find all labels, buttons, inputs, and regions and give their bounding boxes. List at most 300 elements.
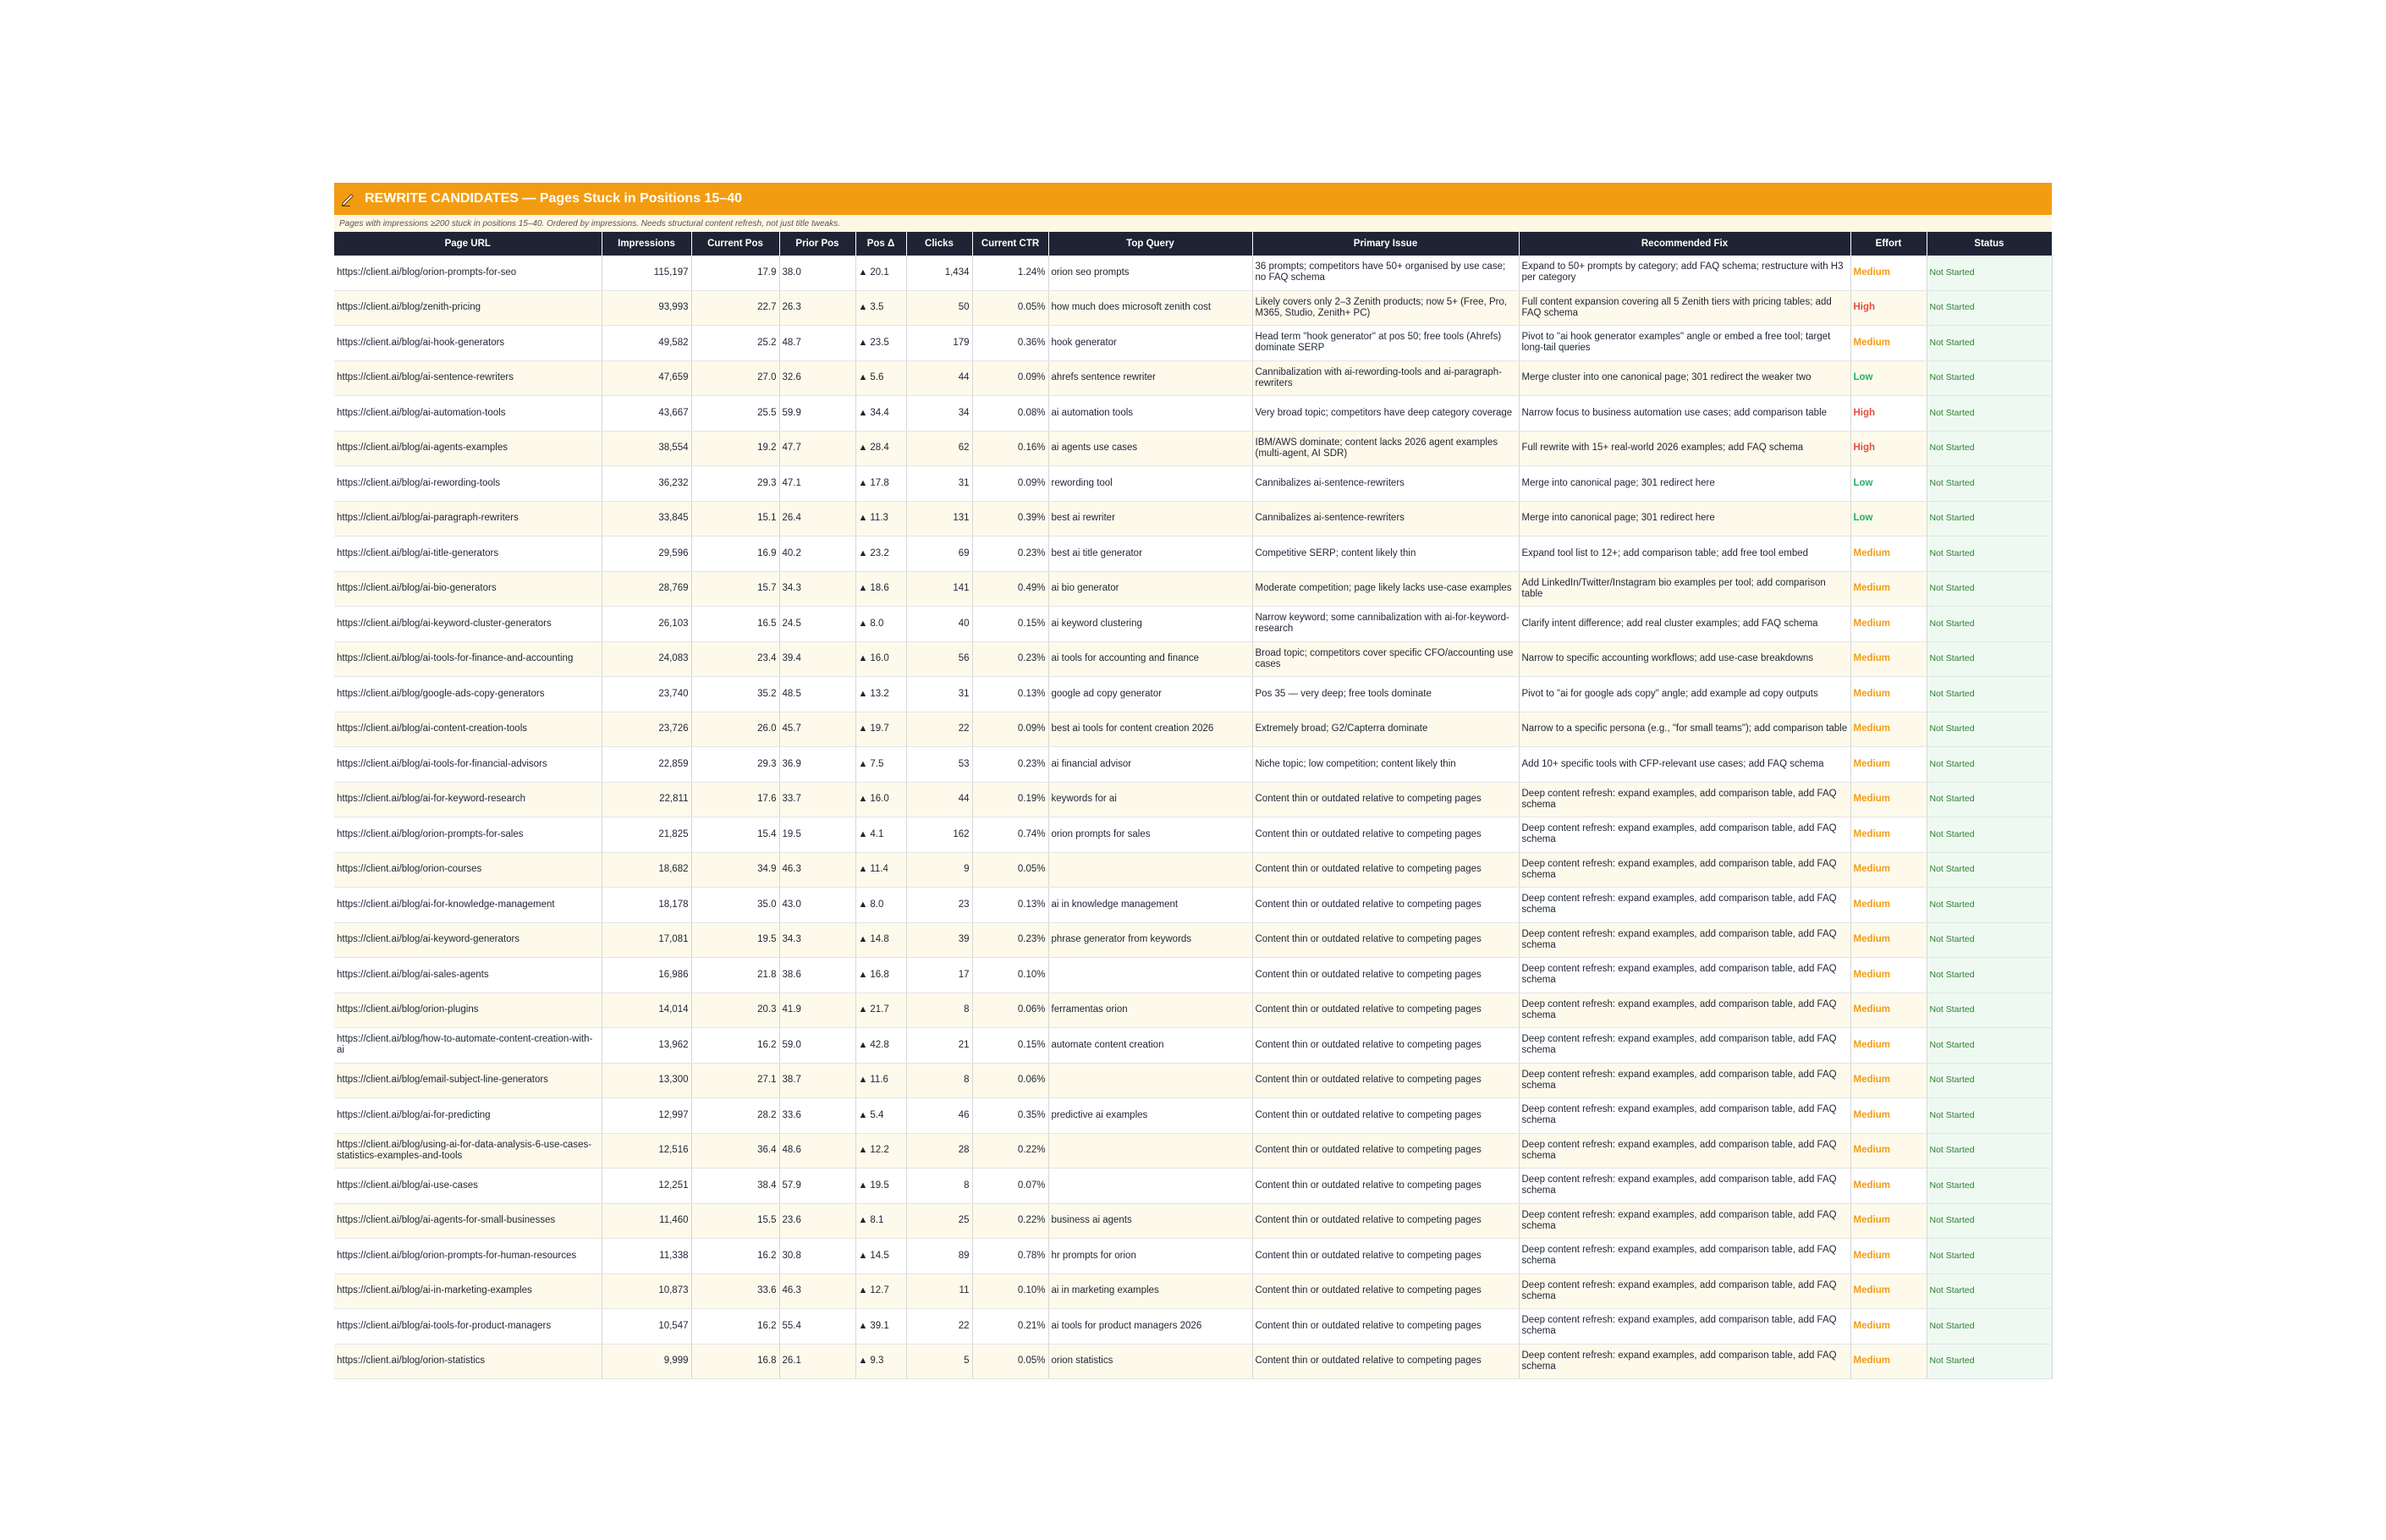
col-header-pos-delta[interactable]: Pos Δ: [855, 232, 906, 256]
cell-effort[interactable]: Medium: [1850, 782, 1927, 817]
cell-effort[interactable]: Medium: [1850, 888, 1927, 923]
cell-clicks[interactable]: 62: [906, 431, 972, 466]
cell-status[interactable]: Not Started: [1927, 993, 2052, 1028]
cell-clicks[interactable]: 22: [906, 712, 972, 747]
cell-current-ctr[interactable]: 0.05%: [972, 1344, 1048, 1379]
cell-primary-issue[interactable]: Cannibalizes ai-sentence-rewriters: [1252, 501, 1519, 536]
cell-primary-issue[interactable]: Content thin or outdated relative to competing pages: [1252, 1063, 1519, 1098]
table-row[interactable]: [334, 571, 2052, 607]
cell-status[interactable]: Not Started: [1927, 607, 2052, 642]
cell-pos-delta[interactable]: [855, 360, 906, 396]
cell-current-ctr[interactable]: 0.22%: [972, 1203, 1048, 1239]
cell-status[interactable]: Not Started: [1927, 1309, 2052, 1345]
cell-status[interactable]: Not Started: [1927, 1028, 2052, 1064]
cell-status[interactable]: Not Started: [1927, 1133, 2052, 1169]
cell-prior-pos[interactable]: 48.7: [779, 326, 855, 361]
cell-clicks[interactable]: 162: [906, 817, 972, 853]
cell-status[interactable]: Not Started: [1927, 1203, 2052, 1239]
cell-prior-pos[interactable]: 39.4: [779, 641, 855, 677]
cell-current-pos[interactable]: 23.4: [691, 641, 779, 677]
col-header-top-query[interactable]: Top Query: [1048, 232, 1252, 256]
cell-current-pos[interactable]: 19.2: [691, 431, 779, 466]
cell-effort[interactable]: Medium: [1850, 607, 1927, 642]
cell-primary-issue[interactable]: Content thin or outdated relative to competing pages: [1252, 782, 1519, 817]
cell-status[interactable]: Not Started: [1927, 1063, 2052, 1098]
cell-page-url[interactable]: https://client.ai/blog/ai-use-cases: [334, 1169, 602, 1204]
table-row[interactable]: [334, 501, 2052, 536]
cell-top-query[interactable]: ai tools for product managers 2026: [1048, 1309, 1252, 1345]
cell-primary-issue[interactable]: Broad topic; competitors cover specific CFO/accounting use cases: [1252, 641, 1519, 677]
cell-status[interactable]: Not Started: [1927, 852, 2052, 888]
cell-effort[interactable]: Medium: [1850, 747, 1927, 783]
cell-top-query[interactable]: automate content creation: [1048, 1028, 1252, 1064]
cell-recommended-fix[interactable]: Deep content refresh: expand examples, add comparison table, add FAQ schema: [1519, 1273, 1850, 1309]
cell-page-url[interactable]: https://client.ai/blog/orion-prompts-for-sales: [334, 817, 602, 853]
cell-current-pos[interactable]: 17.9: [691, 256, 779, 290]
cell-pos-delta[interactable]: [855, 501, 906, 536]
cell-primary-issue[interactable]: Content thin or outdated relative to competing pages: [1252, 1203, 1519, 1239]
cell-primary-issue[interactable]: Content thin or outdated relative to competing pages: [1252, 1273, 1519, 1309]
cell-recommended-fix[interactable]: Deep content refresh: expand examples, add comparison table, add FAQ schema: [1519, 1028, 1850, 1064]
cell-primary-issue[interactable]: Niche topic; low competition; content likely thin: [1252, 747, 1519, 783]
cell-top-query[interactable]: ai bio generator: [1048, 571, 1252, 607]
cell-current-pos[interactable]: 17.6: [691, 782, 779, 817]
cell-clicks[interactable]: 22: [906, 1309, 972, 1345]
cell-effort[interactable]: Medium: [1850, 677, 1927, 712]
cell-current-ctr[interactable]: 0.06%: [972, 993, 1048, 1028]
cell-current-ctr[interactable]: 0.07%: [972, 1169, 1048, 1204]
cell-top-query[interactable]: [1048, 1133, 1252, 1169]
cell-pos-delta[interactable]: [855, 536, 906, 572]
cell-recommended-fix[interactable]: Deep content refresh: expand examples, add comparison table, add FAQ schema: [1519, 993, 1850, 1028]
cell-top-query[interactable]: [1048, 1169, 1252, 1204]
cell-primary-issue[interactable]: Content thin or outdated relative to competing pages: [1252, 1309, 1519, 1345]
cell-current-pos[interactable]: 27.0: [691, 360, 779, 396]
cell-primary-issue[interactable]: Content thin or outdated relative to competing pages: [1252, 1028, 1519, 1064]
table-row[interactable]: [334, 852, 2052, 888]
cell-current-ctr[interactable]: 0.05%: [972, 852, 1048, 888]
table-row[interactable]: [334, 1098, 2052, 1134]
cell-prior-pos[interactable]: 45.7: [779, 712, 855, 747]
cell-pos-delta[interactable]: [855, 290, 906, 326]
table-row[interactable]: [334, 677, 2052, 712]
cell-current-pos[interactable]: 15.7: [691, 571, 779, 607]
cell-primary-issue[interactable]: Pos 35 — very deep; free tools dominate: [1252, 677, 1519, 712]
cell-current-ctr[interactable]: 0.13%: [972, 888, 1048, 923]
cell-page-url[interactable]: https://client.ai/blog/orion-prompts-for-seo: [334, 256, 602, 290]
cell-current-ctr[interactable]: 0.09%: [972, 712, 1048, 747]
table-row[interactable]: [334, 1203, 2052, 1239]
table-row[interactable]: [334, 1309, 2052, 1345]
cell-current-pos[interactable]: 38.4: [691, 1169, 779, 1204]
cell-primary-issue[interactable]: Cannibalization with ai-rewording-tools and ai-paragraph-rewriters: [1252, 360, 1519, 396]
cell-effort[interactable]: Medium: [1850, 641, 1927, 677]
cell-prior-pos[interactable]: 36.9: [779, 747, 855, 783]
cell-prior-pos[interactable]: 47.1: [779, 466, 855, 502]
cell-recommended-fix[interactable]: Deep content refresh: expand examples, add comparison table, add FAQ schema: [1519, 1169, 1850, 1204]
table-row[interactable]: [334, 431, 2052, 466]
cell-pos-delta[interactable]: [855, 1203, 906, 1239]
table-row[interactable]: [334, 1273, 2052, 1309]
cell-prior-pos[interactable]: 23.6: [779, 1203, 855, 1239]
cell-recommended-fix[interactable]: Merge into canonical page; 301 redirect here: [1519, 501, 1850, 536]
cell-effort[interactable]: Low: [1850, 466, 1927, 502]
cell-status[interactable]: Not Started: [1927, 431, 2052, 466]
cell-primary-issue[interactable]: Content thin or outdated relative to competing pages: [1252, 817, 1519, 853]
cell-effort[interactable]: High: [1850, 431, 1927, 466]
cell-effort[interactable]: Low: [1850, 501, 1927, 536]
cell-recommended-fix[interactable]: Pivot to "ai hook generator examples" angle or embed a free tool; target long-tail queries: [1519, 326, 1850, 361]
cell-page-url[interactable]: https://client.ai/blog/ai-in-marketing-examples: [334, 1273, 602, 1309]
cell-page-url[interactable]: https://client.ai/blog/email-subject-line-generators: [334, 1063, 602, 1098]
cell-clicks[interactable]: 69: [906, 536, 972, 572]
cell-page-url[interactable]: https://client.ai/blog/ai-tools-for-finance-and-accounting: [334, 641, 602, 677]
cell-pos-delta[interactable]: [855, 326, 906, 361]
cell-clicks[interactable]: 34: [906, 396, 972, 432]
cell-effort[interactable]: High: [1850, 290, 1927, 326]
cell-clicks[interactable]: 23: [906, 888, 972, 923]
cell-prior-pos[interactable]: 38.0: [779, 256, 855, 290]
cell-recommended-fix[interactable]: Deep content refresh: expand examples, add comparison table, add FAQ schema: [1519, 1239, 1850, 1274]
cell-prior-pos[interactable]: 46.3: [779, 852, 855, 888]
cell-top-query[interactable]: ai in knowledge management: [1048, 888, 1252, 923]
cell-current-ctr[interactable]: 0.09%: [972, 360, 1048, 396]
cell-pos-delta[interactable]: [855, 888, 906, 923]
cell-page-url[interactable]: https://client.ai/blog/ai-tools-for-product-managers: [334, 1309, 602, 1345]
cell-prior-pos[interactable]: 26.4: [779, 501, 855, 536]
cell-status[interactable]: Not Started: [1927, 782, 2052, 817]
cell-effort[interactable]: Medium: [1850, 712, 1927, 747]
cell-impressions[interactable]: 11,338: [602, 1239, 691, 1274]
cell-effort[interactable]: Medium: [1850, 571, 1927, 607]
cell-clicks[interactable]: 8: [906, 993, 972, 1028]
cell-current-ctr[interactable]: 0.06%: [972, 1063, 1048, 1098]
cell-pos-delta[interactable]: [855, 396, 906, 432]
cell-impressions[interactable]: 18,178: [602, 888, 691, 923]
cell-page-url[interactable]: https://client.ai/blog/ai-hook-generators: [334, 326, 602, 361]
cell-top-query[interactable]: [1048, 958, 1252, 993]
cell-recommended-fix[interactable]: Deep content refresh: expand examples, add comparison table, add FAQ schema: [1519, 852, 1850, 888]
cell-impressions[interactable]: 21,825: [602, 817, 691, 853]
cell-page-url[interactable]: https://client.ai/blog/ai-for-predicting: [334, 1098, 602, 1134]
cell-effort[interactable]: Medium: [1850, 1273, 1927, 1309]
cell-prior-pos[interactable]: 32.6: [779, 360, 855, 396]
cell-current-ctr[interactable]: 0.10%: [972, 1273, 1048, 1309]
cell-impressions[interactable]: 43,667: [602, 396, 691, 432]
cell-status[interactable]: Not Started: [1927, 290, 2052, 326]
cell-impressions[interactable]: 47,659: [602, 360, 691, 396]
cell-current-pos[interactable]: 28.2: [691, 1098, 779, 1134]
cell-clicks[interactable]: 89: [906, 1239, 972, 1274]
cell-impressions[interactable]: 13,300: [602, 1063, 691, 1098]
cell-impressions[interactable]: 93,993: [602, 290, 691, 326]
cell-page-url[interactable]: https://client.ai/blog/ai-content-creation-tools: [334, 712, 602, 747]
cell-primary-issue[interactable]: Competitive SERP; content likely thin: [1252, 536, 1519, 572]
cell-prior-pos[interactable]: 33.7: [779, 782, 855, 817]
cell-top-query[interactable]: ai automation tools: [1048, 396, 1252, 432]
cell-page-url[interactable]: https://client.ai/blog/orion-prompts-for-human-resources: [334, 1239, 602, 1274]
cell-top-query[interactable]: phrase generator from keywords: [1048, 922, 1252, 958]
cell-effort[interactable]: Medium: [1850, 817, 1927, 853]
table-row[interactable]: [334, 1028, 2052, 1064]
cell-effort[interactable]: Medium: [1850, 1133, 1927, 1169]
table-row[interactable]: [334, 360, 2052, 396]
cell-clicks[interactable]: 56: [906, 641, 972, 677]
cell-effort[interactable]: Medium: [1850, 256, 1927, 290]
cell-pos-delta[interactable]: [855, 1239, 906, 1274]
cell-top-query[interactable]: ai financial advisor: [1048, 747, 1252, 783]
cell-clicks[interactable]: 9: [906, 852, 972, 888]
cell-primary-issue[interactable]: Content thin or outdated relative to competing pages: [1252, 993, 1519, 1028]
cell-top-query[interactable]: [1048, 1063, 1252, 1098]
cell-recommended-fix[interactable]: Full content expansion covering all 5 Zenith tiers with pricing tables; add FAQ schema: [1519, 290, 1850, 326]
cell-status[interactable]: Not Started: [1927, 712, 2052, 747]
cell-pos-delta[interactable]: [855, 1344, 906, 1379]
cell-recommended-fix[interactable]: Deep content refresh: expand examples, add comparison table, add FAQ schema: [1519, 922, 1850, 958]
table-row[interactable]: [334, 993, 2052, 1028]
cell-status[interactable]: Not Started: [1927, 1169, 2052, 1204]
col-header-current-pos[interactable]: Current Pos: [691, 232, 779, 256]
cell-page-url[interactable]: https://client.ai/blog/ai-paragraph-rewriters: [334, 501, 602, 536]
cell-prior-pos[interactable]: 48.5: [779, 677, 855, 712]
cell-pos-delta[interactable]: [855, 1309, 906, 1345]
cell-primary-issue[interactable]: Content thin or outdated relative to competing pages: [1252, 888, 1519, 923]
cell-pos-delta[interactable]: [855, 993, 906, 1028]
col-header-prior-pos[interactable]: Prior Pos: [779, 232, 855, 256]
cell-current-ctr[interactable]: 0.74%: [972, 817, 1048, 853]
col-header-effort[interactable]: Effort: [1850, 232, 1927, 256]
col-header-current-ctr[interactable]: Current CTR: [972, 232, 1048, 256]
cell-current-pos[interactable]: 35.2: [691, 677, 779, 712]
cell-pos-delta[interactable]: [855, 1133, 906, 1169]
cell-impressions[interactable]: 22,811: [602, 782, 691, 817]
cell-recommended-fix[interactable]: Pivot to "ai for google ads copy" angle; add example ad copy outputs: [1519, 677, 1850, 712]
cell-page-url[interactable]: https://client.ai/blog/ai-keyword-cluster-generators: [334, 607, 602, 642]
table-row[interactable]: [334, 782, 2052, 817]
cell-status[interactable]: Not Started: [1927, 466, 2052, 502]
cell-effort[interactable]: Medium: [1850, 536, 1927, 572]
cell-current-ctr[interactable]: 0.36%: [972, 326, 1048, 361]
cell-clicks[interactable]: 31: [906, 677, 972, 712]
cell-clicks[interactable]: 17: [906, 958, 972, 993]
cell-impressions[interactable]: 22,859: [602, 747, 691, 783]
cell-page-url[interactable]: https://client.ai/blog/ai-title-generators: [334, 536, 602, 572]
table-row[interactable]: [334, 1063, 2052, 1098]
cell-pos-delta[interactable]: [855, 852, 906, 888]
cell-pos-delta[interactable]: [855, 1169, 906, 1204]
cell-status[interactable]: Not Started: [1927, 922, 2052, 958]
cell-impressions[interactable]: 9,999: [602, 1344, 691, 1379]
cell-clicks[interactable]: 25: [906, 1203, 972, 1239]
cell-effort[interactable]: Medium: [1850, 958, 1927, 993]
cell-prior-pos[interactable]: 30.8: [779, 1239, 855, 1274]
cell-clicks[interactable]: 44: [906, 782, 972, 817]
cell-top-query[interactable]: best ai rewriter: [1048, 501, 1252, 536]
cell-prior-pos[interactable]: 38.7: [779, 1063, 855, 1098]
table-row[interactable]: [334, 712, 2052, 747]
col-header-status[interactable]: Status: [1927, 232, 2052, 256]
cell-impressions[interactable]: 14,014: [602, 993, 691, 1028]
cell-primary-issue[interactable]: Content thin or outdated relative to competing pages: [1252, 1098, 1519, 1134]
cell-current-pos[interactable]: 19.5: [691, 922, 779, 958]
cell-current-ctr[interactable]: 0.16%: [972, 431, 1048, 466]
cell-current-ctr[interactable]: 0.78%: [972, 1239, 1048, 1274]
cell-prior-pos[interactable]: 41.9: [779, 993, 855, 1028]
cell-impressions[interactable]: 10,547: [602, 1309, 691, 1345]
cell-impressions[interactable]: 28,769: [602, 571, 691, 607]
cell-current-ctr[interactable]: 0.13%: [972, 677, 1048, 712]
cell-page-url[interactable]: https://client.ai/blog/ai-for-knowledge-management: [334, 888, 602, 923]
cell-current-ctr[interactable]: 0.05%: [972, 290, 1048, 326]
cell-page-url[interactable]: https://client.ai/blog/ai-sentence-rewriters: [334, 360, 602, 396]
cell-effort[interactable]: Medium: [1850, 1028, 1927, 1064]
cell-recommended-fix[interactable]: Narrow to specific accounting workflows; add use-case breakdowns: [1519, 641, 1850, 677]
cell-current-pos[interactable]: 33.6: [691, 1273, 779, 1309]
cell-primary-issue[interactable]: Content thin or outdated relative to competing pages: [1252, 1239, 1519, 1274]
cell-primary-issue[interactable]: 36 prompts; competitors have 50+ organised by use case; no FAQ schema: [1252, 256, 1519, 290]
cell-top-query[interactable]: how much does microsoft zenith cost: [1048, 290, 1252, 326]
cell-primary-issue[interactable]: Head term "hook generator" at pos 50; free tools (Ahrefs) dominate SERP: [1252, 326, 1519, 361]
cell-effort[interactable]: Medium: [1850, 1344, 1927, 1379]
table-row[interactable]: [334, 396, 2052, 432]
cell-effort[interactable]: High: [1850, 396, 1927, 432]
cell-primary-issue[interactable]: Content thin or outdated relative to competing pages: [1252, 1344, 1519, 1379]
cell-status[interactable]: Not Started: [1927, 1344, 2052, 1379]
cell-current-pos[interactable]: 15.1: [691, 501, 779, 536]
cell-impressions[interactable]: 49,582: [602, 326, 691, 361]
cell-primary-issue[interactable]: Narrow keyword; some cannibalization with ai-for-keyword-research: [1252, 607, 1519, 642]
table-row[interactable]: [334, 466, 2052, 502]
cell-impressions[interactable]: 24,083: [602, 641, 691, 677]
cell-page-url[interactable]: https://client.ai/blog/orion-plugins: [334, 993, 602, 1028]
cell-prior-pos[interactable]: 48.6: [779, 1133, 855, 1169]
cell-prior-pos[interactable]: 59.9: [779, 396, 855, 432]
cell-top-query[interactable]: ferramentas orion: [1048, 993, 1252, 1028]
table-row[interactable]: [334, 1239, 2052, 1274]
cell-page-url[interactable]: https://client.ai/blog/zenith-pricing: [334, 290, 602, 326]
cell-top-query[interactable]: predictive ai examples: [1048, 1098, 1252, 1134]
cell-page-url[interactable]: https://client.ai/blog/ai-for-keyword-research: [334, 782, 602, 817]
cell-pos-delta[interactable]: [855, 1028, 906, 1064]
cell-current-pos[interactable]: 15.5: [691, 1203, 779, 1239]
cell-clicks[interactable]: 131: [906, 501, 972, 536]
cell-prior-pos[interactable]: 57.9: [779, 1169, 855, 1204]
cell-current-pos[interactable]: 16.9: [691, 536, 779, 572]
cell-clicks[interactable]: 179: [906, 326, 972, 361]
cell-page-url[interactable]: https://client.ai/blog/ai-tools-for-financial-advisors: [334, 747, 602, 783]
cell-primary-issue[interactable]: Content thin or outdated relative to competing pages: [1252, 922, 1519, 958]
col-header-clicks[interactable]: Clicks: [906, 232, 972, 256]
cell-current-pos[interactable]: 15.4: [691, 817, 779, 853]
cell-status[interactable]: Not Started: [1927, 747, 2052, 783]
cell-current-pos[interactable]: 20.3: [691, 993, 779, 1028]
cell-current-ctr[interactable]: 0.23%: [972, 747, 1048, 783]
cell-status[interactable]: Not Started: [1927, 360, 2052, 396]
cell-clicks[interactable]: 8: [906, 1063, 972, 1098]
table-row[interactable]: [334, 1169, 2052, 1204]
cell-primary-issue[interactable]: Likely covers only 2–3 Zenith products; now 5+ (Free, Pro, M365, Studio, Zenith+ PC): [1252, 290, 1519, 326]
table-row[interactable]: [334, 326, 2052, 361]
cell-impressions[interactable]: 13,962: [602, 1028, 691, 1064]
cell-primary-issue[interactable]: Content thin or outdated relative to competing pages: [1252, 1169, 1519, 1204]
cell-recommended-fix[interactable]: Deep content refresh: expand examples, add comparison table, add FAQ schema: [1519, 1098, 1850, 1134]
table-row[interactable]: [334, 747, 2052, 783]
table-row[interactable]: [334, 1344, 2052, 1379]
cell-primary-issue[interactable]: Very broad topic; competitors have deep category coverage: [1252, 396, 1519, 432]
cell-clicks[interactable]: 44: [906, 360, 972, 396]
cell-current-pos[interactable]: 36.4: [691, 1133, 779, 1169]
cell-prior-pos[interactable]: 43.0: [779, 888, 855, 923]
cell-page-url[interactable]: https://client.ai/blog/how-to-automate-content-creation-with-ai: [334, 1028, 602, 1064]
col-header-primary-issue[interactable]: Primary Issue: [1252, 232, 1519, 256]
cell-current-pos[interactable]: 16.5: [691, 607, 779, 642]
cell-page-url[interactable]: https://client.ai/blog/ai-agents-for-small-businesses: [334, 1203, 602, 1239]
cell-top-query[interactable]: hr prompts for orion: [1048, 1239, 1252, 1274]
cell-current-ctr[interactable]: 0.23%: [972, 536, 1048, 572]
cell-current-ctr[interactable]: 0.22%: [972, 1133, 1048, 1169]
cell-effort[interactable]: Medium: [1850, 1169, 1927, 1204]
cell-impressions[interactable]: 12,516: [602, 1133, 691, 1169]
cell-impressions[interactable]: 36,232: [602, 466, 691, 502]
col-header-page-url[interactable]: Page URL: [334, 232, 602, 256]
cell-pos-delta[interactable]: [855, 747, 906, 783]
cell-clicks[interactable]: 141: [906, 571, 972, 607]
table-row[interactable]: [334, 922, 2052, 958]
cell-clicks[interactable]: 31: [906, 466, 972, 502]
cell-status[interactable]: Not Started: [1927, 396, 2052, 432]
cell-top-query[interactable]: orion statistics: [1048, 1344, 1252, 1379]
cell-recommended-fix[interactable]: Deep content refresh: expand examples, add comparison table, add FAQ schema: [1519, 1309, 1850, 1345]
cell-prior-pos[interactable]: 33.6: [779, 1098, 855, 1134]
cell-current-pos[interactable]: 29.3: [691, 466, 779, 502]
cell-recommended-fix[interactable]: Deep content refresh: expand examples, add comparison table, add FAQ schema: [1519, 1203, 1850, 1239]
cell-top-query[interactable]: best ai tools for content creation 2026: [1048, 712, 1252, 747]
cell-recommended-fix[interactable]: Deep content refresh: expand examples, add comparison table, add FAQ schema: [1519, 1063, 1850, 1098]
cell-status[interactable]: Not Started: [1927, 256, 2052, 290]
cell-clicks[interactable]: 46: [906, 1098, 972, 1134]
cell-clicks[interactable]: 8: [906, 1169, 972, 1204]
cell-pos-delta[interactable]: [855, 817, 906, 853]
cell-top-query[interactable]: ai in marketing examples: [1048, 1273, 1252, 1309]
cell-effort[interactable]: Medium: [1850, 993, 1927, 1028]
cell-current-ctr[interactable]: 0.09%: [972, 466, 1048, 502]
cell-effort[interactable]: Medium: [1850, 852, 1927, 888]
cell-top-query[interactable]: [1048, 852, 1252, 888]
cell-impressions[interactable]: 12,251: [602, 1169, 691, 1204]
cell-recommended-fix[interactable]: Expand tool list to 12+; add comparison table; add free tool embed: [1519, 536, 1850, 572]
cell-pos-delta[interactable]: [855, 641, 906, 677]
cell-top-query[interactable]: ai tools for accounting and finance: [1048, 641, 1252, 677]
cell-current-ctr[interactable]: 0.39%: [972, 501, 1048, 536]
cell-top-query[interactable]: ai agents use cases: [1048, 431, 1252, 466]
cell-top-query[interactable]: rewording tool: [1048, 466, 1252, 502]
cell-current-ctr[interactable]: 0.19%: [972, 782, 1048, 817]
cell-clicks[interactable]: 5: [906, 1344, 972, 1379]
cell-pos-delta[interactable]: [855, 958, 906, 993]
cell-current-ctr[interactable]: 0.21%: [972, 1309, 1048, 1345]
cell-status[interactable]: Not Started: [1927, 536, 2052, 572]
table-row[interactable]: [334, 536, 2052, 572]
cell-current-pos[interactable]: 16.2: [691, 1239, 779, 1274]
cell-impressions[interactable]: 115,197: [602, 256, 691, 290]
cell-recommended-fix[interactable]: Deep content refresh: expand examples, add comparison table, add FAQ schema: [1519, 958, 1850, 993]
cell-effort[interactable]: Medium: [1850, 326, 1927, 361]
cell-recommended-fix[interactable]: Deep content refresh: expand examples, add comparison table, add FAQ schema: [1519, 782, 1850, 817]
col-header-recommended-fix[interactable]: Recommended Fix: [1519, 232, 1850, 256]
cell-effort[interactable]: Medium: [1850, 1098, 1927, 1134]
cell-current-ctr[interactable]: 0.08%: [972, 396, 1048, 432]
cell-status[interactable]: Not Started: [1927, 326, 2052, 361]
